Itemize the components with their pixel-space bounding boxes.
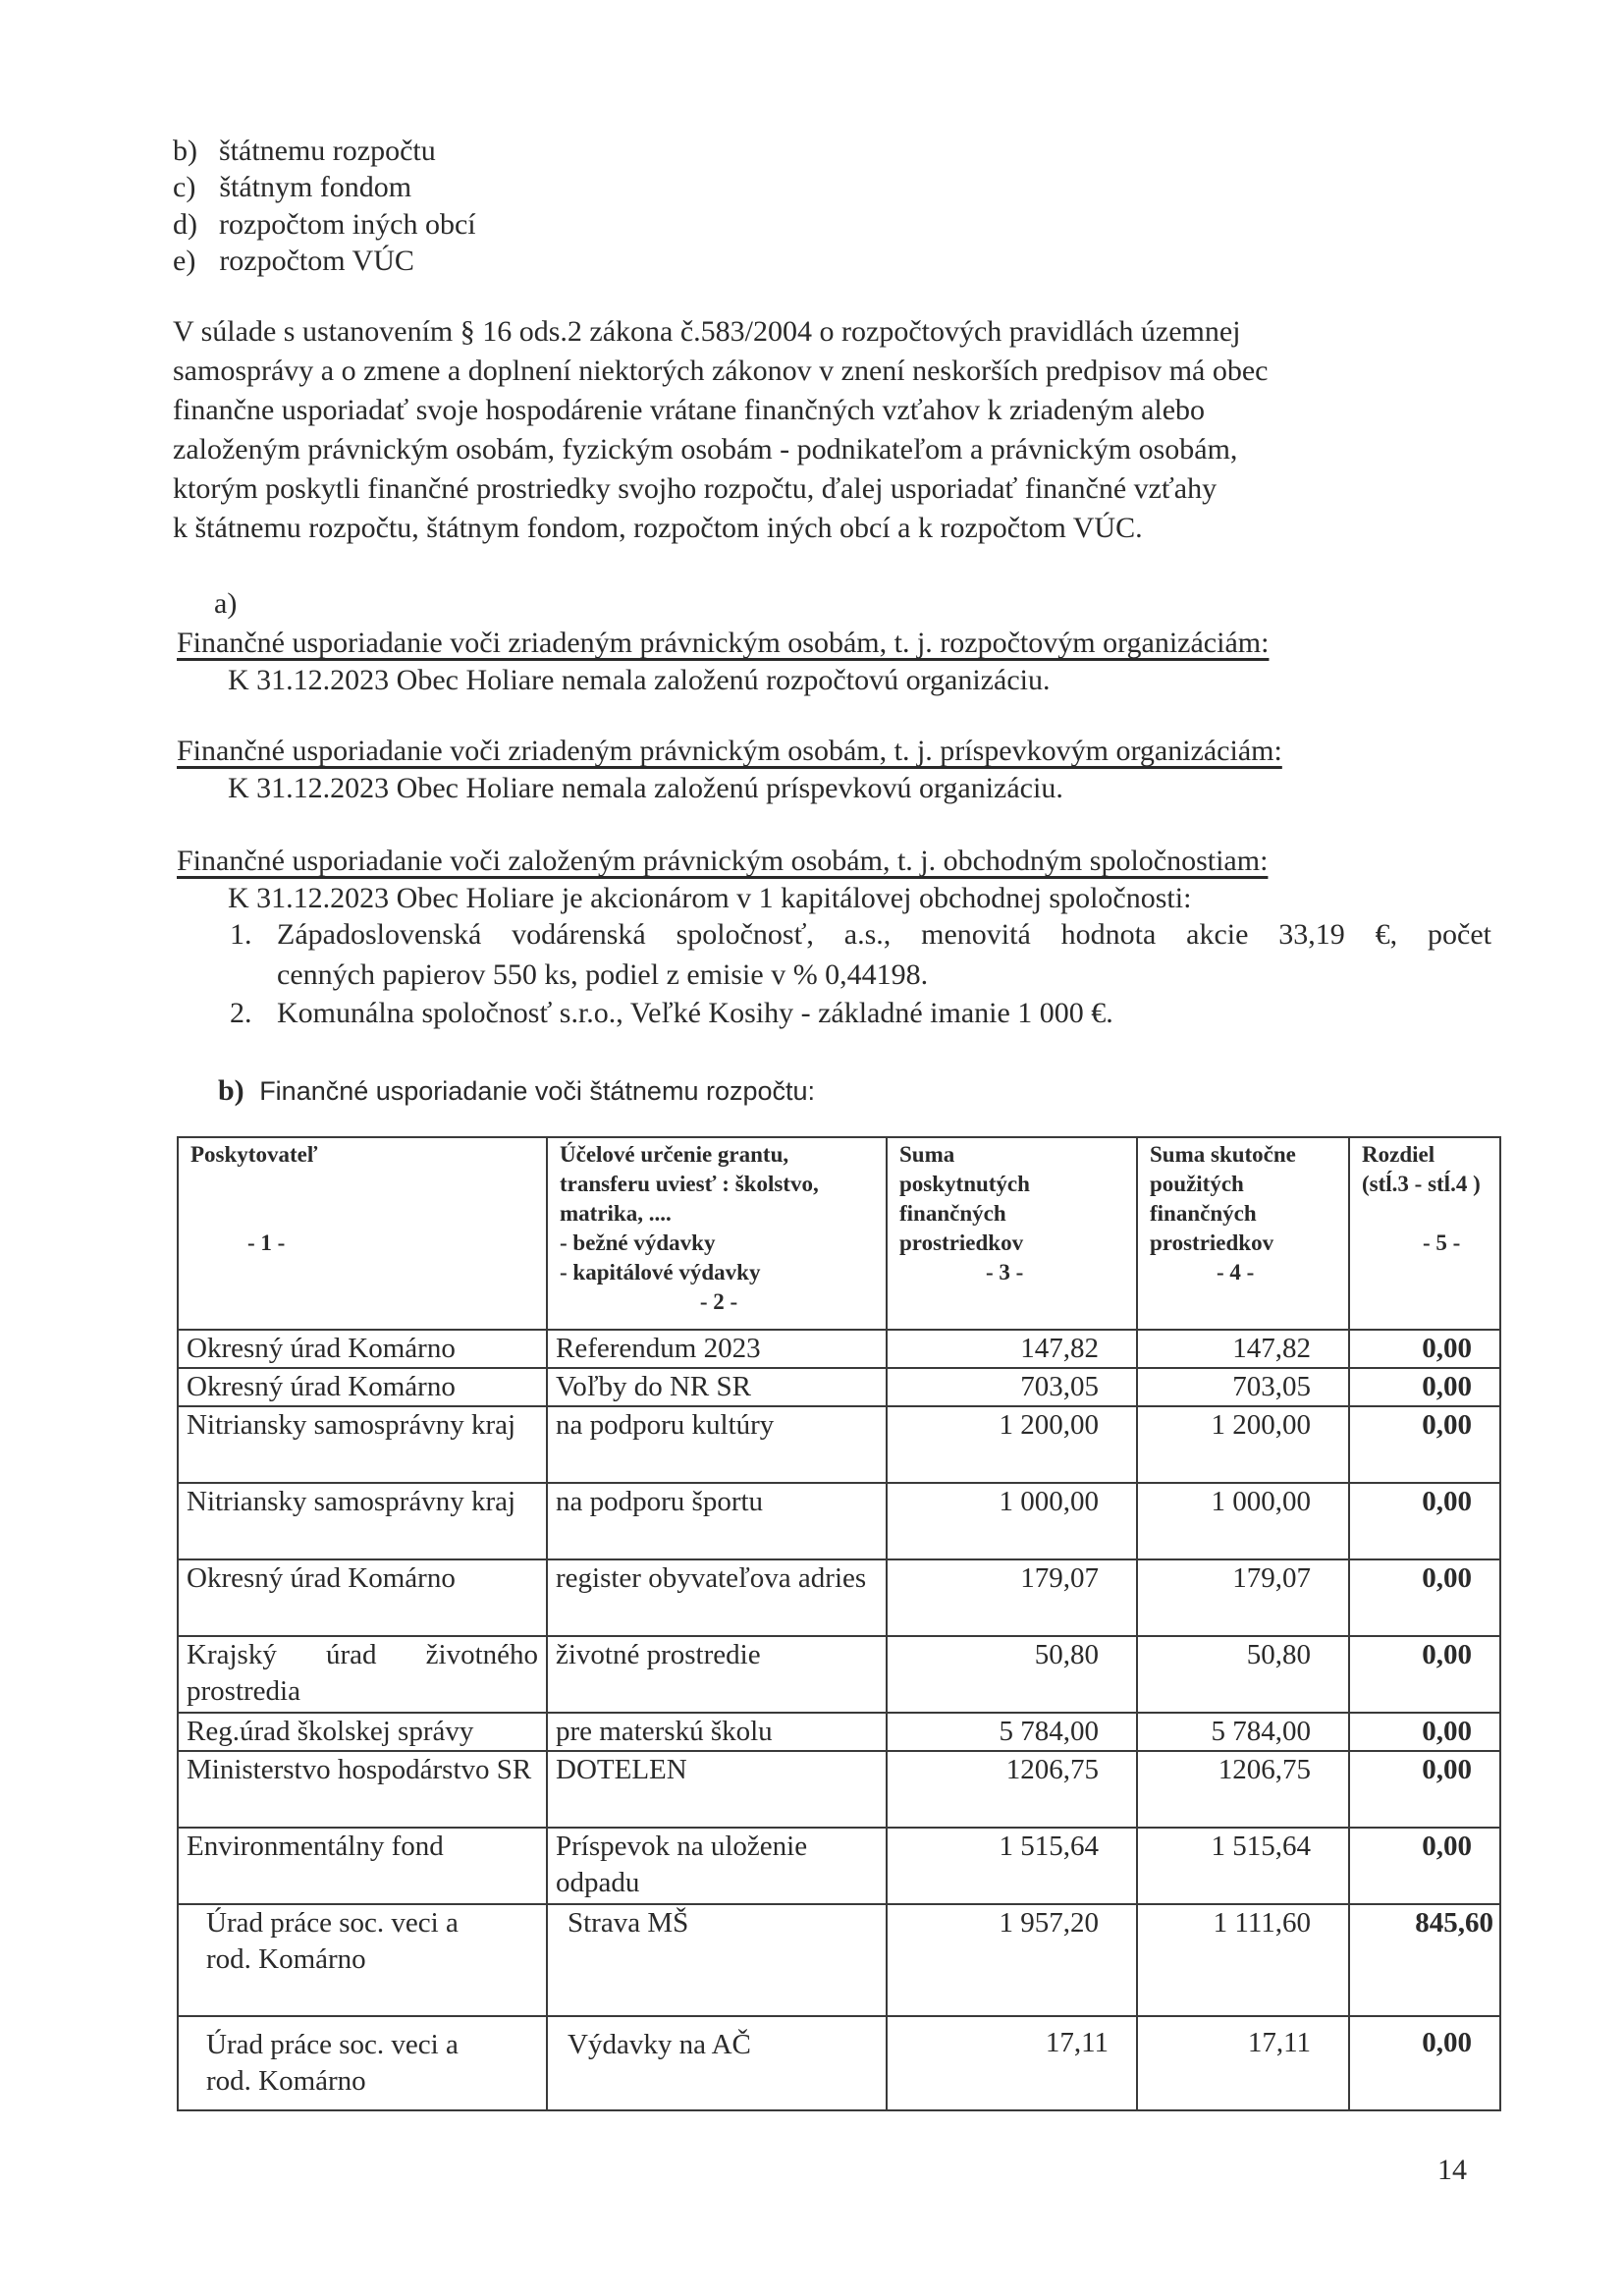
cell-diff: 0,00 [1349,1406,1500,1483]
cell-purpose: na podporu kultúry [547,1406,887,1483]
list-marker: b) [173,135,197,167]
section-a-heading-1: Finančné usporiadanie voči zriadeným právnickým osobám, t. j. rozpočtovým organizáciám: [177,627,1270,659]
header-line: Rozdiel [1362,1142,1435,1167]
cell-provider: Ministerstvo hospodárstvo SR [178,1751,547,1828]
header-line: Suma [899,1142,955,1167]
cell-purpose: životné prostredie [547,1636,887,1713]
section-a-heading-3: Finančné usporiadanie voči založeným právnickým osobám, t. j. obchodným spoločnostiam: [177,845,1269,877]
header-line: poskytnutých [899,1172,1030,1196]
cell-purpose: Referendum 2023 [547,1330,887,1368]
header-line: matrika, .... [560,1201,672,1226]
header-line: (stĺ.3 - stĺ.4 ) [1362,1172,1481,1196]
company-marker: 1. [230,918,252,951]
header-num: - 2 - [699,1289,738,1314]
section-b-title: Finančné usporiadanie voči štátnemu rozpočtu: [259,1076,816,1106]
list-text: rozpočtom iných obcí [219,208,476,241]
cell-provider: Nitriansky samosprávny kraj [178,1483,547,1559]
cell-provider: Okresný úrad Komárno [178,1330,547,1368]
cell-purpose: Strava MŠ [547,1904,887,2016]
table-row [178,1904,1500,2016]
list-text: štátnym fondom [219,171,412,203]
cell-used: 1 111,60 [1137,1904,1349,2016]
header-line: Účelové určenie grantu, [560,1142,789,1167]
cell-purpose: Výdavky na AČ [547,2016,887,2110]
table-row [178,1713,1500,1751]
cell-diff: 0,00 [1349,1751,1500,1828]
table-row [178,2016,1500,2110]
header-provider [178,1137,547,1330]
header-line: finančných [899,1201,1006,1226]
company-line: cenných papierov 550 ks, podiel z emisie v % 0,44198. [277,958,929,991]
financial-settlement-table [177,1136,1501,2111]
cell-used: 179,07 [1137,1559,1349,1636]
cell-granted: 5 784,00 [887,1713,1137,1751]
cell-purpose: pre materskú školu [547,1713,887,1751]
list-marker: d) [173,208,197,241]
intro-line: samosprávy a o zmene a doplnení niektorých zákonov v znení neskorších predpisov má obec [173,355,1269,387]
list-marker: e) [173,245,196,277]
cell-used: 1206,75 [1137,1751,1349,1828]
cell-diff: 0,00 [1349,1828,1500,1904]
list-text: rozpočtom VÚC [219,245,414,277]
table-row [178,1368,1500,1406]
header-line: prostriedkov [899,1230,1024,1255]
header-diff [1349,1137,1500,1330]
cell-purpose: Príspevok na uloženie odpadu [547,1828,887,1904]
cell-diff: 0,00 [1349,1368,1500,1406]
section-b-marker: b) [218,1074,244,1107]
list-item-d [173,205,476,245]
cell-granted: 17,11 [887,2016,1137,2110]
table-row [178,1483,1500,1559]
cell-used: 1 000,00 [1137,1483,1349,1559]
intro-line: založeným právnickým osobám, fyzickým osobám - podnikateľom a právnickým osobám, [173,433,1238,465]
list-item-b [173,132,436,171]
intro-paragraph [173,312,1449,548]
section-a-text-2: K 31.12.2023 Obec Holiare nemala založenú príspevkovú organizáciu. [228,772,1063,804]
table-row [178,1828,1500,1904]
header-line: použitých [1150,1172,1244,1196]
cell-diff: 0,00 [1349,2016,1500,2110]
cell-granted: 179,07 [887,1559,1137,1636]
cell-granted: 1206,75 [887,1751,1137,1828]
intro-line: V súlade s ustanovením § 16 ods.2 zákona č.583/2004 o rozpočtových pravidlách územnej [173,315,1241,348]
header-num: - 5 - [1423,1230,1461,1255]
cell-diff: 0,00 [1349,1483,1500,1559]
table-row [178,1559,1500,1636]
cell-used: 147,82 [1137,1330,1349,1368]
header-line: Poskytovateľ [190,1142,318,1167]
company-line: Západoslovenská vodárenská spoločnosť, a.s., menovitá hodnota akcie 33,19 €, počet [277,918,1491,951]
cell-provider: Úrad práce soc. veci a rod. Komárno [178,1904,547,2016]
header-line: - kapitálové výdavky [560,1260,761,1285]
cell-diff: 0,00 [1349,1713,1500,1751]
table-header-row [178,1137,1500,1330]
cell-diff: 845,60 [1349,1904,1500,2016]
intro-line: finančne usporiadať svoje hospodárenie vrátane finančných vzťahov k zriadeným alebo [173,394,1206,426]
header-used [1137,1137,1349,1330]
cell-purpose: DOTELEN [547,1751,887,1828]
cell-diff: 0,00 [1349,1330,1500,1368]
cell-granted: 1 200,00 [887,1406,1137,1483]
cell-granted: 1 515,64 [887,1828,1137,1904]
header-num: - 4 - [1217,1260,1255,1285]
section-b-heading [218,1071,815,1111]
cell-used: 1 515,64 [1137,1828,1349,1904]
section-a-text-1: K 31.12.2023 Obec Holiare nemala založenú rozpočtovú organizáciu. [228,664,1051,696]
cell-used: 50,80 [1137,1636,1349,1713]
table-row [178,1636,1500,1713]
header-line: finančných [1150,1201,1257,1226]
cell-granted: 1 957,20 [887,1904,1137,2016]
cell-used: 17,11 [1137,2016,1349,2110]
cell-used: 703,05 [1137,1368,1349,1406]
cell-purpose: register obyvateľova adries [547,1559,887,1636]
cell-granted: 147,82 [887,1330,1137,1368]
section-a-marker: a) [214,587,238,620]
cell-diff: 0,00 [1349,1636,1500,1713]
cell-purpose: na podporu športu [547,1483,887,1559]
company-marker: 2. [230,997,252,1029]
cell-purpose: Voľby do NR SR [547,1368,887,1406]
cell-provider: Nitriansky samosprávny kraj [178,1406,547,1483]
list-marker: c) [173,171,196,203]
cell-provider: Okresný úrad Komárno [178,1368,547,1406]
header-purpose [547,1137,887,1330]
table-row [178,1406,1500,1483]
header-num: - 3 - [986,1260,1024,1285]
header-num: - 1 - [247,1230,286,1255]
table-row [178,1751,1500,1828]
header-line: transferu uviesť : školstvo, [560,1172,819,1196]
cell-provider: Krajský úrad životného prostredia [178,1636,547,1713]
header-granted [887,1137,1137,1330]
list-item-e [173,242,414,281]
cell-used: 1 200,00 [1137,1406,1349,1483]
list-text: štátnemu rozpočtu [219,135,436,167]
cell-provider: Okresný úrad Komárno [178,1559,547,1636]
cell-granted: 50,80 [887,1636,1137,1713]
header-line: Suma skutočne [1150,1142,1296,1167]
cell-granted: 703,05 [887,1368,1137,1406]
intro-line: ktorým poskytli finančné prostriedky svojho rozpočtu, ďalej usporiadať finančné vzťahy [173,472,1218,505]
company-line: Komunálna spoločnosť s.r.o., Veľké Kosihy - základné imanie 1 000 €. [277,997,1113,1029]
section-a-heading-2: Finančné usporiadanie voči zriadeným právnickým osobám, t. j. príspevkovým organizáciám: [177,735,1282,767]
cell-provider: Reg.úrad školskej správy [178,1713,547,1751]
intro-line: k štátnemu rozpočtu, štátnym fondom, rozpočtom iných obcí a k rozpočtom VÚC. [173,512,1143,544]
section-a-text-3: K 31.12.2023 Obec Holiare je akcionárom v 1 kapitálovej obchodnej spoločnosti: [228,882,1192,914]
cell-provider: Úrad práce soc. veci a rod. Komárno [178,2016,547,2110]
cell-used: 5 784,00 [1137,1713,1349,1751]
table-row [178,1330,1500,1368]
header-line: prostriedkov [1150,1230,1274,1255]
cell-granted: 1 000,00 [887,1483,1137,1559]
header-line: - bežné výdavky [560,1230,716,1255]
cell-provider: Environmentálny fond [178,1828,547,1904]
list-item-c [173,168,411,207]
page-number: 14 [1437,2154,1467,2186]
cell-diff: 0,00 [1349,1559,1500,1636]
